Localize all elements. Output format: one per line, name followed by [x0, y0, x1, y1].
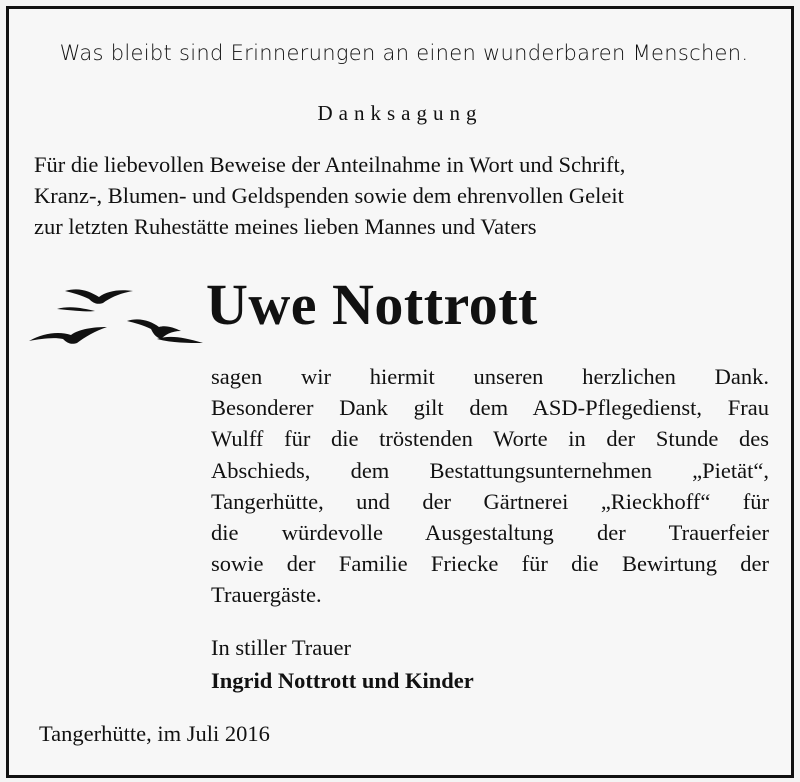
thanks-line: Trauergäste. [211, 582, 322, 608]
thanks-line: Abschieds, dem Bestattungsunternehmen „Pietät“, [211, 457, 769, 483]
thanks-line: Besonderer Dank gilt dem ASD-Pflegedienst, Frau [211, 395, 769, 421]
thanks-line: Tangerhütte, und der Gärtnerei „Rieckhoff“ für [211, 488, 769, 514]
flying-birds-icon [27, 281, 207, 361]
intro-text [34, 149, 774, 242]
bird-icon [57, 307, 95, 311]
motto: Was bleibt sind Erinnerungen an einen wunderbaren Menschen. [59, 41, 749, 65]
thanks-line: sowie der Familie Friecke für die Bewirtung der [211, 551, 769, 577]
bird-icon [65, 289, 133, 303]
bird-icon [157, 337, 203, 343]
thanks-line: sagen wir hiermit unseren herzlichen Dank. [211, 364, 769, 389]
thanks-text [211, 361, 769, 611]
deceased-name: Uwe Nottrott [206, 272, 538, 337]
heading: Danksagung [317, 101, 483, 125]
bird-icon [127, 319, 181, 339]
intro-line: Für die liebevollen Beweise der Anteilnahme in Wort und Schrift, [34, 152, 626, 177]
place-date: Tangerhütte, im Juli 2016 [39, 721, 270, 746]
bird-icon [29, 327, 107, 344]
obituary-notice [6, 6, 794, 778]
signatories: Ingrid Nottrott und Kinder [211, 668, 474, 693]
thanks-line: Wulff für die tröstenden Worte in der Stunde des [211, 426, 769, 452]
intro-line: Kranz-, Blumen- und Geldspenden sowie dem ehrenvollen Geleit [34, 183, 624, 208]
thanks-line: die würdevolle Ausgestaltung der Trauerfeier [211, 520, 769, 546]
intro-line: zur letzten Ruhestätte meines lieben Mannes und Vaters [34, 214, 537, 239]
mourning-block [211, 631, 771, 697]
mourning-phrase: In stiller Trauer [211, 635, 351, 660]
